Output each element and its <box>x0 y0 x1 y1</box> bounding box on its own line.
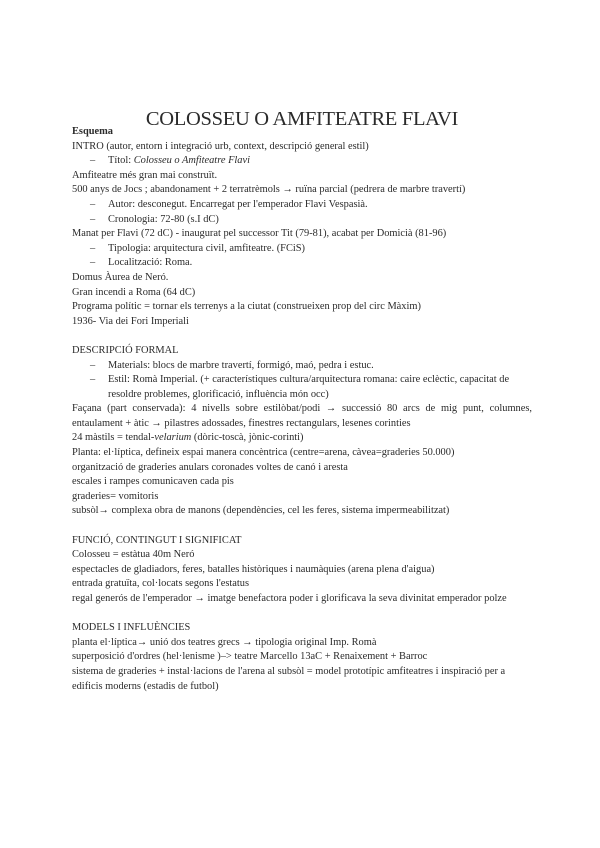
document-body <box>72 125 532 694</box>
spacer <box>72 329 532 344</box>
bullet-autor <box>72 198 532 213</box>
spacer <box>72 519 532 534</box>
models-line: planta el·líptica→ unió dos teatres grecs → tipologia original Imp. Romà <box>72 636 377 648</box>
bullet-dash: – <box>90 155 96 167</box>
models-line: superposició d'ordres (hel·lenisme )–> teatre Marcello 13aC + Renaixement + Barroc <box>72 651 428 663</box>
descripcio-line: escales i rampes comunicaven cada pis <box>72 476 234 488</box>
bullet-tipologia <box>72 242 532 257</box>
bullet-text: Estil: Romà Imperial. (+ característiques cultura/arquitectura romana: caire eclèctic, capacitat de resoldre problemes, glorificació, influència món occ) <box>108 374 510 400</box>
intro-line-6: Gran incendi a Roma (64 dC) <box>72 286 196 298</box>
bullet-localitzacio <box>72 256 532 271</box>
bullet-dash: – <box>90 359 96 371</box>
descripcio-line: subsòl→ complexa obra de manons (dependències, cel les feres, sistema impermeabilitzat) <box>72 505 450 517</box>
descripcio-line: Planta: el·líptica, defineix espai manera concèntrica (centre=arena, càvea=graderies 50.000) <box>72 447 455 459</box>
intro-line-4: Manat per Flavi (72 dC) - inaugurat pel successor Tit (79-81), acabat per Domicià (81-96) <box>72 228 447 240</box>
bullet-estil <box>72 373 532 402</box>
funcio-line: Colosseu = estàtua 40m Neró <box>72 549 195 561</box>
bullet-dash: – <box>90 257 96 269</box>
intro-line-2: Amfiteatre més gran mai construït. <box>72 169 218 181</box>
descripcio-line: organització de graderies anulars coronades voltes de canó i aresta <box>72 461 348 473</box>
bullet-materials <box>72 359 532 374</box>
bullet-cronologia <box>72 213 532 228</box>
velarium-term: velarium <box>154 432 192 444</box>
titol-value: Colosseu o Amfiteatre Flavi <box>133 155 250 167</box>
intro-line-5: Domus Àurea de Neró. <box>72 271 169 283</box>
mastils-pre: 24 màstils = tendal- <box>72 432 155 444</box>
intro-line-7: Programa polític = tornar els terrenys a la ciutat (construeixen prop del circ Màxim) <box>72 301 421 313</box>
bullet-text: Materials: blocs de marbre travertí, formigó, maó, pedra i estuc. <box>108 359 374 371</box>
intro-line-8: 1936- Via dei Fori Imperiali <box>72 315 189 327</box>
bullet-text: Localització: Roma. <box>108 257 193 269</box>
intro-line-3: 500 anys de Jocs ; abandonament + 2 terratrèmols → ruïna parcial (pedrera de marbre travertí) <box>72 184 466 196</box>
funcio-line: regal generós de l'emperador → imatge benefactora poder i glorificava la seva divinitat emperador polze <box>72 593 507 604</box>
bullet-dash: – <box>90 213 96 225</box>
intro-line: INTRO (autor, entorn i integració urb, context, descripció general estil) <box>72 140 369 152</box>
funcio-line: entrada gratuïta, col·locats segons l'estatus <box>72 578 250 590</box>
bullet-text: Autor: desconegut. Encarregat per l'emperador Flavi Vespasià. <box>108 198 368 210</box>
facana-line: Façana (part conservada): 4 nivells sobre estilòbat/podi → successió 80 arcs de mig punt, columnes, entaulament + àtic → pilastres adossades, finestres rectangulars, lesenes corinties <box>72 403 532 429</box>
titol-label: Títol: <box>108 155 134 167</box>
bullet-dash: – <box>90 242 96 254</box>
bullet-dash: – <box>90 198 96 210</box>
bullet-dash: – <box>90 374 96 386</box>
bullet-titol <box>72 154 532 169</box>
section-heading-descripcio: DESCRIPCIÓ FORMAL <box>72 344 179 356</box>
section-heading-funcio: FUNCIÓ, CONTINGUT I SIGNIFICAT <box>72 534 242 546</box>
funcio-line: espectacles de gladiadors, feres, batalles històriques i naumàquies (arena plena d'aigua) <box>72 563 435 575</box>
bullet-text: Cronologia: 72-80 (s.I dC) <box>108 213 219 225</box>
descripcio-line: graderies= vomitoris <box>72 490 159 502</box>
spacer <box>72 607 532 622</box>
mastils-line <box>72 431 532 446</box>
bullet-text: Tipologia: arquitectura civil, amfiteatre. (FCiS) <box>108 242 305 254</box>
page-title: COLOSSEU O AMFITEATRE FLAVI <box>145 107 459 130</box>
models-line: sistema de graderies + instal·lacions de l'arena al subsòl = model prototípic amfiteatres i inspiració per a edificis moderns (estadis de futbol) <box>72 665 506 692</box>
section-heading-models: MODELS I INFLUÈNCIES <box>72 622 191 634</box>
mastils-post: (dòric-toscà, jònic-corinti) <box>191 432 304 444</box>
esquema-heading: Esquema <box>72 126 113 137</box>
